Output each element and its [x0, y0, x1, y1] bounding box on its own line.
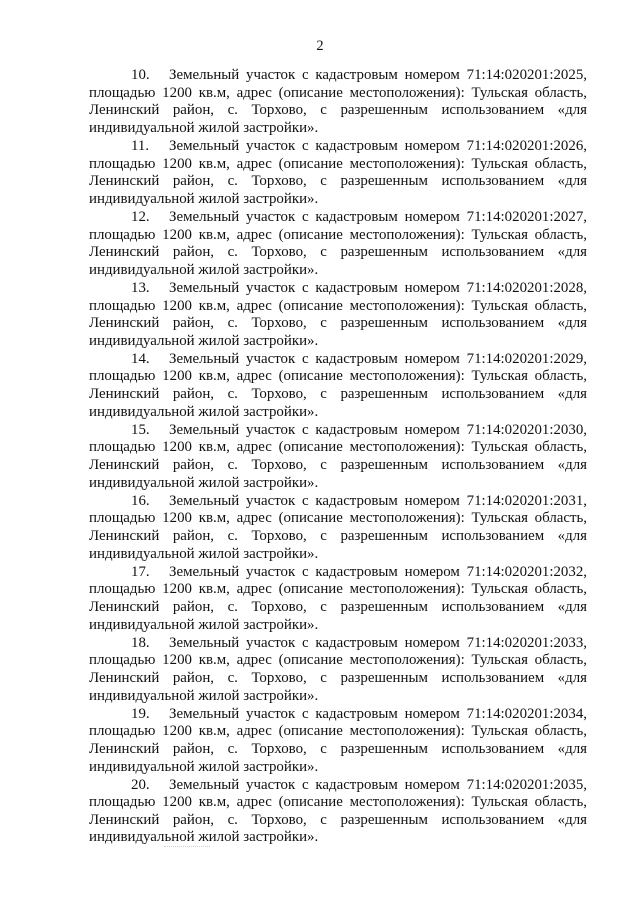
item-text: Земельный участок с кадастровым номером 71:14:020201:2026, площадью 1200 кв.м, адрес (описание местоположения): Тульская область, Ленинский район, с. Торхово, с разрешенным использованием «для индивидуальной жилой застройки».: [89, 137, 587, 207]
item-number: 13.: [131, 279, 150, 296]
land-plot-list: [89, 67, 587, 848]
scan-artifact: [164, 846, 210, 849]
list-item: [89, 706, 587, 776]
item-number: 16.: [131, 492, 150, 509]
list-item: [89, 777, 587, 847]
item-text: Земельный участок с кадастровым номером 71:14:020201:2032, площадью 1200 кв.м, адрес (описание местоположения): Тульская область, Ленинский район, с. Торхово, с разрешенным использованием «для индивидуальной жилой застройки».: [89, 563, 587, 633]
item-text: Земельный участок с кадастровым номером 71:14:020201:2035, площадью 1200 кв.м, адрес (описание местоположения): Тульская область, Ленинский район, с. Торхово, с разрешенным использованием «для индивидуальной жилой застройки».: [89, 776, 587, 846]
item-text: Земельный участок с кадастровым номером 71:14:020201:2027, площадью 1200 кв.м, адрес (описание местоположения): Тульская область, Ленинский район, с. Торхово, с разрешенным использованием «для индивидуальной жилой застройки».: [89, 208, 587, 278]
item-number: 12.: [131, 208, 150, 225]
item-text: Земельный участок с кадастровым номером 71:14:020201:2033, площадью 1200 кв.м, адрес (описание местоположения): Тульская область, Ленинский район, с. Торхово, с разрешенным использованием «для индивидуальной жилой застройки».: [89, 634, 587, 704]
list-item: [89, 422, 587, 492]
list-item: [89, 138, 587, 208]
item-text: Земельный участок с кадастровым номером 71:14:020201:2031, площадью 1200 кв.м, адрес (описание местоположения): Тульская область, Ленинский район, с. Торхово, с разрешенным использованием «для индивидуальной жилой застройки».: [89, 492, 587, 562]
list-item: [89, 635, 587, 705]
item-number: 14.: [131, 350, 150, 367]
item-number: 20.: [131, 776, 150, 793]
list-item: [89, 209, 587, 279]
list-item: [89, 351, 587, 421]
item-text: Земельный участок с кадастровым номером 71:14:020201:2029, площадью 1200 кв.м, адрес (описание местоположения): Тульская область, Ленинский район, с. Торхово, с разрешенным использованием «для индивидуальной жилой застройки».: [89, 350, 587, 420]
list-item: [89, 280, 587, 350]
list-item: [89, 564, 587, 634]
page-number: 2: [316, 38, 324, 54]
item-text: Земельный участок с кадастровым номером 71:14:020201:2025, площадью 1200 кв.м, адрес (описание местоположения): Тульская область, Ленинский район, с. Торхово, с разрешенным использованием «для индивидуальной жилой застройки».: [89, 67, 587, 136]
list-item: [89, 67, 587, 137]
item-text: Земельный участок с кадастровым номером 71:14:020201:2030, площадью 1200 кв.м, адрес (описание местоположения): Тульская область, Ленинский район, с. Торхово, с разрешенным использованием «для индивидуальной жилой застройки».: [89, 421, 587, 491]
item-number: 19.: [131, 705, 150, 722]
item-text: Земельный участок с кадастровым номером 71:14:020201:2028, площадью 1200 кв.м, адрес (описание местоположения): Тульская область, Ленинский район, с. Торхово, с разрешенным использованием «для индивидуальной жилой застройки».: [89, 279, 587, 349]
item-number: 11.: [131, 137, 150, 154]
item-number: 15.: [131, 421, 150, 438]
list-item: [89, 493, 587, 563]
item-number: 10.: [131, 67, 150, 83]
item-number: 18.: [131, 634, 150, 651]
item-text: Земельный участок с кадастровым номером 71:14:020201:2034, площадью 1200 кв.м, адрес (описание местоположения): Тульская область, Ленинский район, с. Торхово, с разрешенным использованием «для индивидуальной жилой застройки».: [89, 705, 587, 775]
item-number: 17.: [131, 563, 150, 580]
